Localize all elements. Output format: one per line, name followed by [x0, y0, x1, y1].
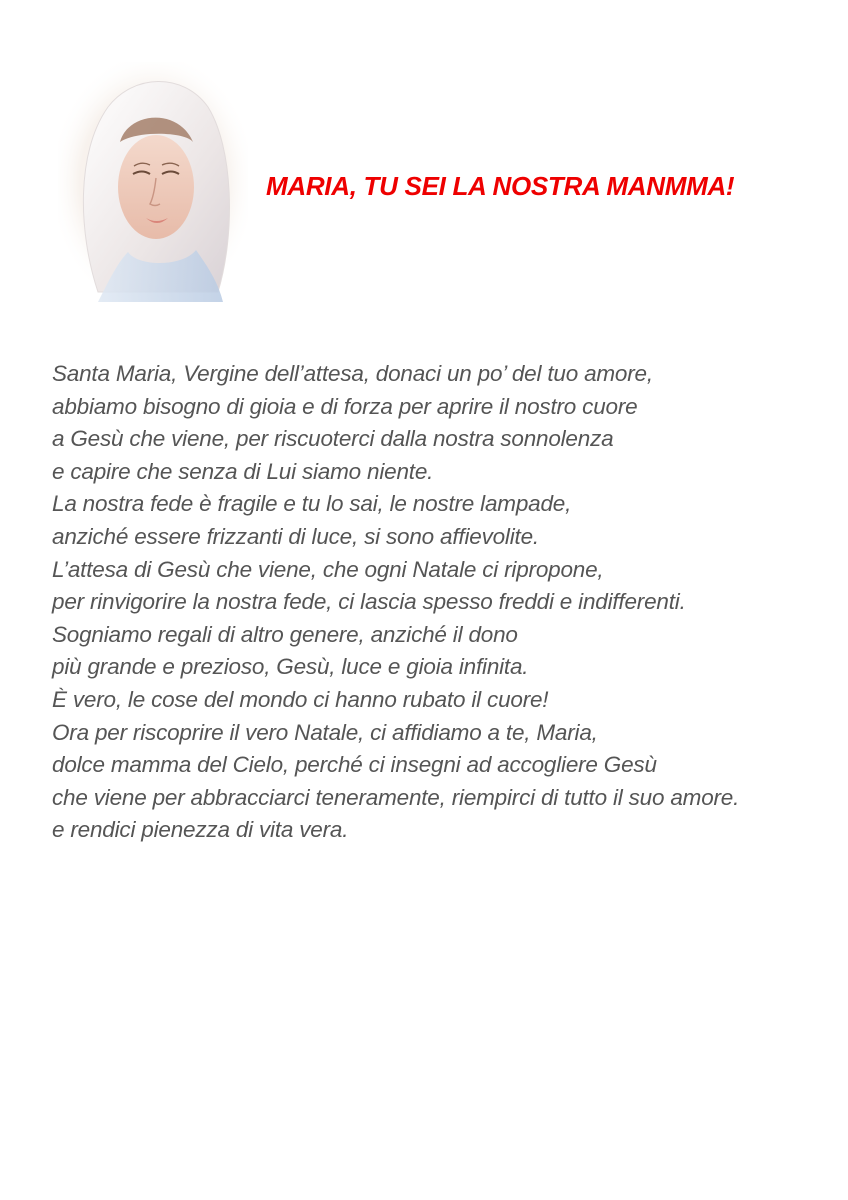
prayer-line: a Gesù che viene, per riscuoterci dalla nostra sonnolenza: [52, 426, 614, 452]
prayer-line: L’attesa di Gesù che viene, che ogni Natale ci ripropone,: [52, 556, 604, 582]
prayer-line: La nostra fede è fragile e tu lo sai, le nostre lampade,: [52, 491, 572, 517]
prayer-line: dolce mamma del Cielo, perché ci insegni ad accogliere Gesù: [52, 752, 657, 778]
prayer-line: e capire che senza di Lui siamo niente.: [52, 458, 434, 484]
virgin-mary-portrait-icon: [58, 62, 248, 302]
prayer-line: più grande e prezioso, Gesù, luce e gioia infinita.: [52, 654, 529, 680]
prayer-line: È vero, le cose del mondo ci hanno rubato il cuore!: [52, 686, 549, 712]
prayer-text: [52, 358, 822, 847]
prayer-line: Ora per riscoprire il vero Natale, ci affidiamo a te, Maria,: [52, 719, 598, 745]
prayer-line: e rendici pienezza di vita vera.: [52, 817, 349, 843]
prayer-line: anziché essere frizzanti di luce, si sono affievolite.: [52, 523, 539, 549]
prayer-line: abbiamo bisogno di gioia e di forza per aprire il nostro cuore: [52, 393, 638, 419]
prayer-line: che viene per abbracciarci teneramente, riempirci di tutto il suo amore.: [52, 784, 740, 810]
prayer-line: Santa Maria, Vergine dell’attesa, donaci un po’ del tuo amore,: [52, 361, 653, 386]
prayer-line: per rinvigorire la nostra fede, ci lascia spesso freddi e indifferenti.: [52, 589, 686, 615]
prayer-line: Sogniamo regali di altro genere, anziché il dono: [52, 621, 518, 647]
page-title: MARIA, TU SEI LA NOSTRA MANMMA!: [266, 171, 735, 201]
